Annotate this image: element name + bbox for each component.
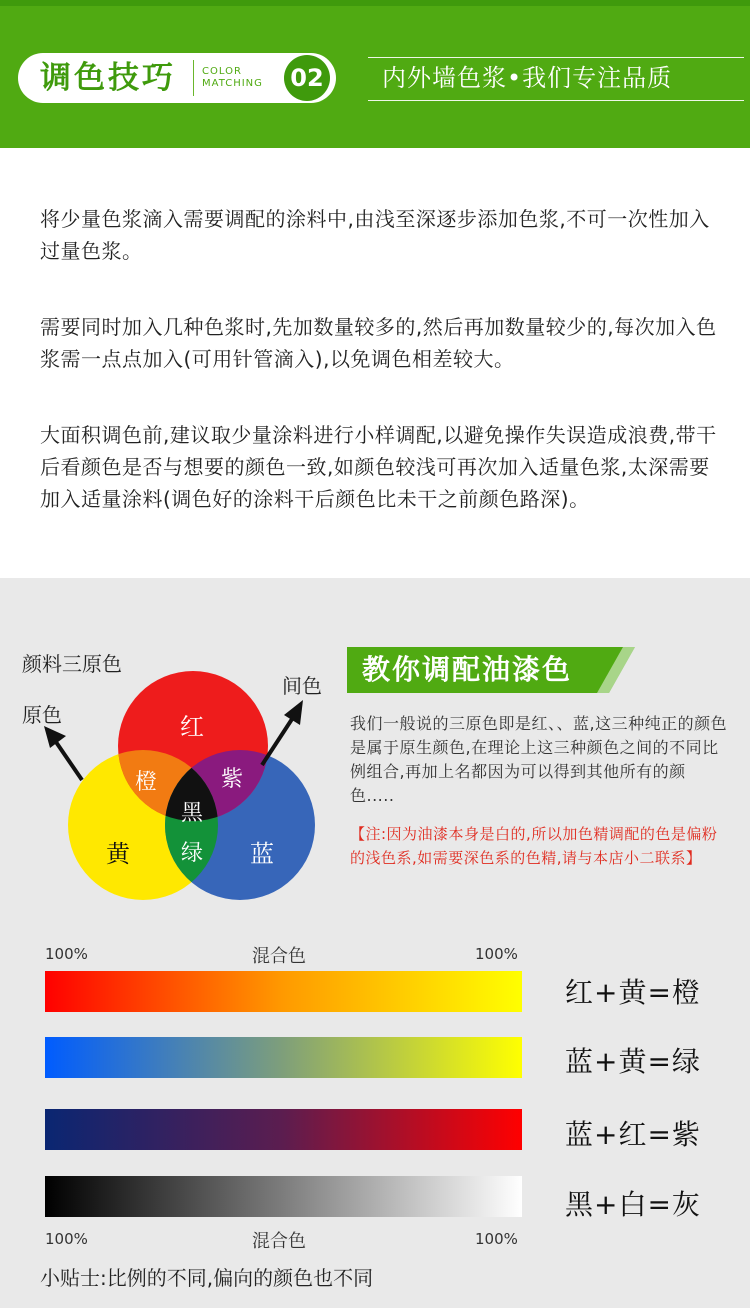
black-label: 黑 — [181, 801, 204, 826]
secondary-arrow-icon — [284, 700, 303, 725]
paragraph-1: 将少量色浆滴入需要调配的涂料中,由浅至深逐步添加色浆,不可一次性加入过量色浆。 — [40, 207, 710, 263]
primary-color-label: 原色 — [22, 703, 62, 727]
slogan-text: 内外墙色浆•我们专注品质 — [382, 64, 673, 92]
yellow-label: 黄 — [106, 840, 130, 868]
paragraph-3: 大面积调色前,建议取少量涂料进行小样调配,以避免操作失误造成浪费,带干后看颜色是否与想要的颜色一致,如颜色较浅可再次加入适量色浆,太深需要加入适量涂料(调色好的涂料干后颜色比未干之前颜色路深)。 — [40, 423, 717, 511]
paragraph-2: 需要同时加入几种色浆时,先加数量较多的,然后再加数量较少的,每次加入色浆需一点点加入(可用针管滴入),以免调色相差较大。 — [40, 315, 717, 371]
section-number-badge: 02 — [284, 55, 330, 101]
formula-green: 蓝+黄=绿 — [565, 1045, 701, 1078]
teach-title: 教你调配油漆色 — [362, 653, 573, 686]
tip-text: 小贴士:比例的不同,偏向的颜色也不同 — [40, 1266, 374, 1290]
top-mix-label: 混合色 — [252, 946, 306, 967]
gradient-blue-yellow — [45, 1037, 522, 1078]
purple-label: 紫 — [221, 767, 244, 792]
gradient-red-yellow — [45, 971, 522, 1012]
gradient-black-white — [45, 1176, 522, 1217]
secondary-color-label: 间色 — [282, 674, 322, 698]
title-english: COLOR MATCHING — [202, 66, 263, 89]
primary-arrow-icon — [44, 726, 66, 748]
blue-label: 蓝 — [250, 840, 274, 868]
formula-purple: 蓝+红=紫 — [565, 1118, 701, 1151]
gradient-blue-red — [45, 1109, 522, 1150]
top-right-percent: 100% — [475, 945, 518, 963]
teach-description: 我们一般说的三原色即是红、、蓝,这三种纯正的颜色是属于原生颜色,在理论上这三种颜色之间的不同比例组合,再加上名都因为可以得到其他所有的颜色..... — [350, 714, 728, 805]
orange-label: 橙 — [135, 770, 158, 795]
title-separator — [193, 60, 194, 96]
red-label: 红 — [180, 713, 204, 741]
green-label: 绿 — [181, 841, 204, 866]
formula-orange: 红+黄=橙 — [565, 976, 701, 1009]
formula-gray: 黑+白=灰 — [565, 1188, 701, 1221]
teach-note: 【注:因为油漆本身是白的,所以加色精调配的色是偏粉的浅色系,如需要深色系的色精,请与本店小二联系】 — [350, 825, 718, 867]
venn-heading: 颜料三原色 — [22, 652, 122, 676]
header-top-stripe — [0, 0, 750, 6]
top-left-percent: 100% — [45, 945, 88, 963]
bottom-right-percent: 100% — [475, 1230, 518, 1248]
page-title: 调色技巧 — [40, 60, 176, 96]
bottom-mix-label: 混合色 — [252, 1231, 306, 1252]
bottom-left-percent: 100% — [45, 1230, 88, 1248]
